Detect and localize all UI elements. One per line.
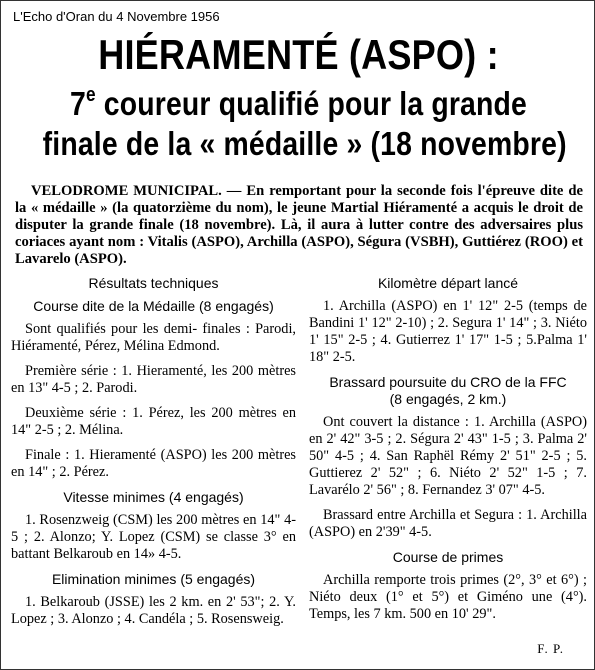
- primes-heading: Course de primes: [392, 549, 504, 565]
- elimination-minimes-heading: Elimination minimes (5 engagés): [51, 571, 256, 587]
- right-column: [309, 275, 587, 631]
- medal-first-series-paragraph: Première série : 1. Hieramenté, les 200 mètres en 13" 4-5 ; 2. Parodi.: [11, 363, 296, 396]
- medal-qualified-paragraph: Sont qualifiés pour les demi- finales : Parodi, Hiéramenté, Pérez, Mélina Edmond.: [11, 321, 296, 354]
- brassard-match-paragraph: Brassard entre Archilla et Segura : 1. Archilla (ASPO) en 2'39" 4-5.: [309, 507, 587, 540]
- headline-line-1: HIÉRAMENTÉ (ASPO) :: [98, 31, 499, 78]
- medal-second-series-paragraph: Deuxième série : 1. Pérez, les 200 mètres en 14" 2-5 ; 2. Mélina.: [11, 405, 296, 438]
- brassard-distance-paragraph: Ont couvert la distance : 1. Archilla (ASPO) en 2' 42" 3-5 ; 2. Ségura 2' 43" 1-5 ; 3. Palma 2' 50" 4-5 ; 4. San Raphël Rémy 2' 51" 2-5 ; 5. Guttierez 2' 52" ; 6. Niéto 2' 52" 1-5 ; 7. Lavarélo 2' 56" ; 8. Fernandez 3' 07" 4-5.: [309, 414, 587, 498]
- left-column: [11, 275, 296, 636]
- headline-ordinal: 7: [70, 85, 86, 122]
- brassard-heading: Brassard poursuite du CRO de la FFC: [329, 374, 567, 390]
- headline-line-2-text: coureur qualifié pour la grande: [95, 85, 527, 122]
- headline-line-3: finale de la « médaille » (18 novembre): [42, 125, 567, 162]
- speed-minimes-heading: Vitesse minimes (4 engagés): [63, 489, 244, 505]
- medal-race-heading: Course dite de la Médaille (8 engagés): [33, 298, 274, 314]
- lead-paragraph: VELODROME MUNICIPAL. — En remportant pour la seconde fois l'épreuve dite de la « médaille » (la quatorzième du nom), le jeune Martial Hiéramenté a acquis le droit de disputer la grande finale (18 novembre). Là, il aura à lutter contre des adversaires plus coriaces ayant nom : Vitalis (ASPO), Archilla (ASPO), Ségura (VSBH), Guttiérez (ROO) et Lavarelo (ASPO).: [15, 183, 583, 267]
- kilometre-paragraph: 1. Archilla (ASPO) en 1' 12" 2-5 (temps de Bandini 1' 12" 2-10) ; 2. Segura 1' 14" ; 3. Niéto 1' 15" 2-5 ; 4. Gutierrez 1' 17" 1-5 ; 5.Palma 1' 18" 2-5.: [309, 298, 587, 365]
- results-heading: Résultats techniques: [88, 275, 219, 291]
- elimination-minimes-paragraph: 1. Belkaroub (JSSE) les 2 km. en 2' 53"; 2. Y. Lopez ; 3. Alonzo ; 4. Candéla ; 5. Rosensweig.: [11, 594, 296, 627]
- headline-line-2: [43, 84, 555, 123]
- primes-paragraph: Archilla remporte trois primes (2°, 3° et 6°) ; Niéto deux (1° et 5°) et Giméno une (4°). Temps, les 7 km. 500 en 10' 29".: [309, 572, 587, 622]
- kilometre-heading: Kilomètre départ lancé: [377, 275, 519, 291]
- speed-minimes-paragraph: 1. Rosenzweig (CSM) les 200 mètres en 14" 4-5 ; 2. Alonzo; Y. Lopez (CSM) se classe 3° en battant Belkaroub en 14» 4-5.: [11, 512, 296, 562]
- medal-final-paragraph: Finale : 1. Hieramenté (ASPO) les 200 mètres en 14" ; 2. Pérez.: [11, 447, 296, 480]
- brassard-subheading: (8 engagés, 2 km.): [389, 391, 507, 407]
- source-caption: L'Echo d'Oran du 4 Novembre 1956: [13, 9, 220, 24]
- headline-ordinal-suffix: e: [85, 84, 96, 106]
- author-signature: F. P.: [537, 641, 564, 656]
